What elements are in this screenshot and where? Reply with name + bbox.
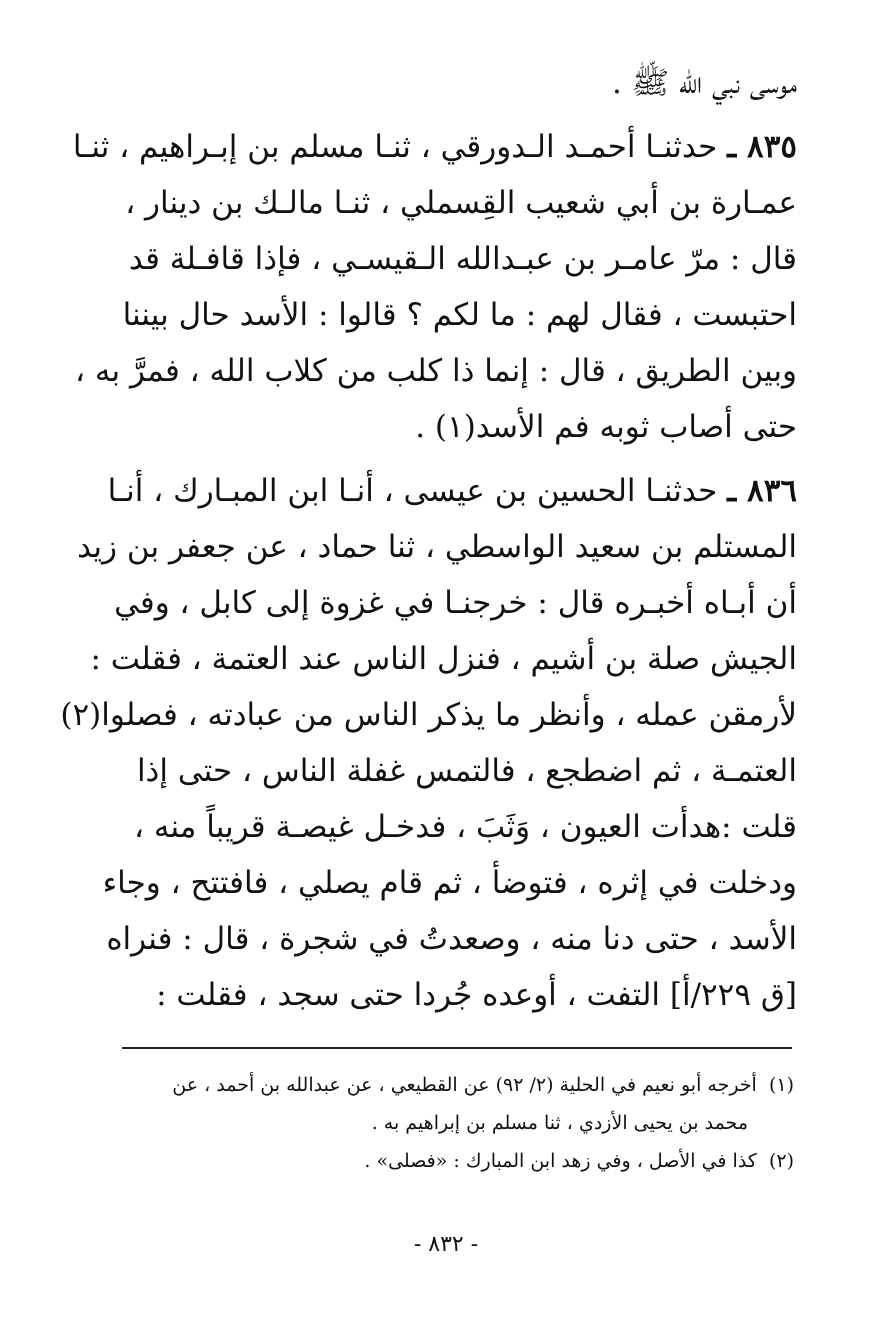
footnotes xyxy=(80,1066,794,1180)
footnote-1 xyxy=(80,1066,794,1104)
hadith-835-line-4: احتبست ، فقال لهم : ما لكم ؟ قالوا : الأسد حال بيننا xyxy=(122,297,797,333)
hadith-836-number: ٨٣٦ ـ xyxy=(727,473,797,509)
hadith-836-text-1: حدثنـا الحسين بن عيسى ، أنـا ابن المبـارك ، أنـا xyxy=(107,473,718,509)
footnote-divider xyxy=(122,1047,792,1049)
hadith-836-line-7: قلت :هدأت العيون ، وَثَبَ ، فدخـل غيصـة قريباً منه ، xyxy=(133,809,797,845)
hadith-836-line-8: ودخلت في إثره ، فتوضأ ، ثم قام يصلي ، فافتتح ، وجاء xyxy=(102,865,797,901)
hadith-835-line-6: حتى أصاب ثوبه فم الأسد(١) . xyxy=(415,409,797,445)
hadith-836-line-4: الجيش صلة بن أشيم ، فنزل الناس عند العتمة ، فقلت : xyxy=(90,641,797,677)
hadith-835-line-5: وبين الطريق ، قال : إنما ذا كلب من كلاب الله ، فمرَّ به ، xyxy=(75,353,797,389)
hadith-835-text-1: حدثنـا أحمـد الـدورقي ، ثنـا مسلم بن إبـراهيم ، ثنـا xyxy=(72,129,718,165)
hadith-836-line-10: [ق ٢٢٩/أ] التفت ، أوعده جُردا حتى سجد ، فقلت : xyxy=(156,977,797,1013)
hadith-835 xyxy=(72,119,797,455)
footnote-1-marker: (١) xyxy=(768,1074,794,1096)
hadith-836-line-9: الأسد ، حتى دنا منه ، وصعدتُ في شجرة ، قال : فنراه xyxy=(106,921,797,957)
intro-paragraph xyxy=(72,55,797,111)
hadith-836-line-3: أن أبـاه أخبـره قال : خرجنـا في غزوة إلى كابل ، وفي xyxy=(114,585,797,621)
intro-line: موسى نبي الله ﷺ . xyxy=(611,65,797,101)
footnote-2-marker: (٢) xyxy=(768,1150,794,1172)
main-text xyxy=(60,55,797,1023)
footnote-2 xyxy=(80,1142,794,1180)
hadith-836 xyxy=(60,463,797,1023)
hadith-835-number: ٨٣٥ ـ xyxy=(727,129,797,165)
footnote-1-continuation: محمد بن يحيى الأزدي ، ثنا مسلم بن إبراهيم به . xyxy=(371,1112,748,1134)
hadith-836-line-1 xyxy=(72,463,797,519)
hadith-836-line-5: لأرمقن عمله ، وأنظر ما يذكر الناس من عبادته ، فصلوا(٢) xyxy=(60,697,797,733)
page-number: - ٨٣٢ - xyxy=(413,1232,479,1257)
hadith-836-line-6: العتمـة ، ثم اضطجع ، فالتمس غفلة الناس ، حتى إذا xyxy=(136,753,797,789)
hadith-835-line-1 xyxy=(72,119,797,175)
footnote-1-text: أخرجه أبو نعيم في الحلية (٢/ ٩٢) عن القطيعي ، عن عبدالله بن أحمد ، عن xyxy=(172,1074,757,1096)
hadith-836-line-2: المستلم بن سعيد الواسطي ، ثنا حماد ، عن جعفر بن زيد xyxy=(77,529,797,565)
hadith-835-line-3: قال : مرّ عامـر بن عبـدالله الـقيسـي ، فإذا قافـلة قد xyxy=(128,241,797,277)
footnote-2-text: كذا في الأصل ، وفي زهد ابن المبارك : «فصلى» . xyxy=(364,1150,757,1172)
hadith-835-line-2: عمـارة بن أبي شعيب القِسملي ، ثنـا مالـك بن دينار ، xyxy=(125,185,797,221)
